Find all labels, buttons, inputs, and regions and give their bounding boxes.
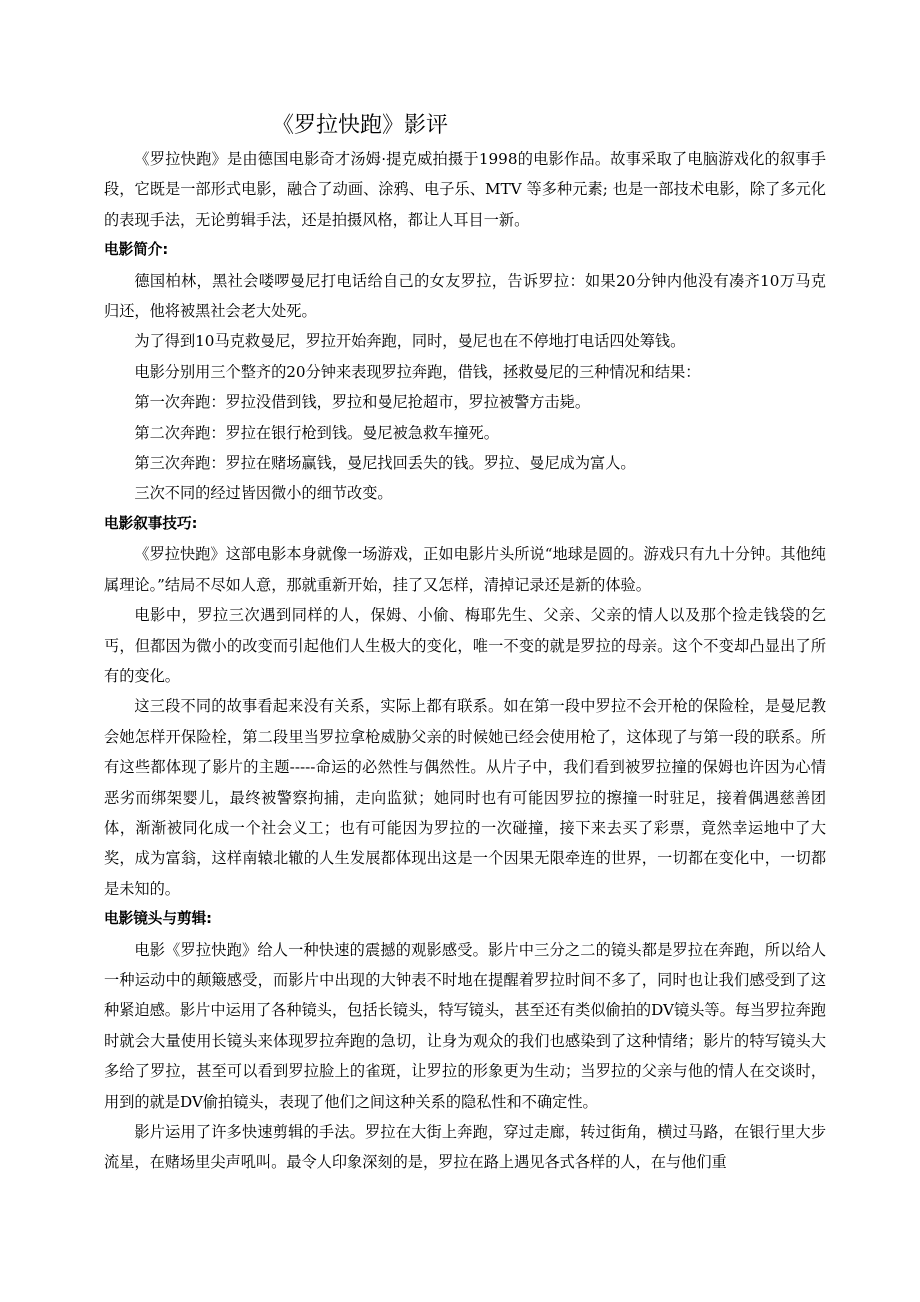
intro-paragraph: 《罗拉快跑》是由德国电影奇才汤姆·提克威拍摄于1998的电影作品。故事采取了电脑游戏化的叙事手段，它既是一部形式电影，融合了动画、涂鸦、电子乐、MTV 等多种元素; 也是一部技术电影，除了多元化的表现手法，无论剪辑手法，还是拍摄风格，都让人耳目一新。: [104, 150, 826, 229]
paragraph: 为了得到10马克救曼尼，罗拉开始奔跑，同时，曼尼也在不停地打电话四处筹钱。: [134, 332, 686, 351]
paragraph: 《罗拉快跑》这部电影本身就像一场游戏，正如电影片头所说“地球是圆的。游戏只有九十分钟。其他纯属理论。”结局不尽如人意，那就重新开始，挂了又怎样，清掉记录还是新的体验。: [104, 545, 826, 594]
paragraph: 电影《罗拉快跑》给人一种快速的震撼的观影感受。影片中三分之二的镜头都是罗拉在奔跑，所以给人一种运动中的颠簸感受，而影片中出现的大钟表不时地在提醒着罗拉时间不多了，同时也让我们感受到了这种紧迫感。影片中运用了各种镜头，包括长镜头，特写镜头，甚至还有类似偷拍的DV镜头等。每当罗拉奔跑时就会大量使用长镜头来体现罗拉奔跑的急切，让身为观众的我们也感染到了这种情绪；影片的特写镜头大多给了罗拉，甚至可以看到罗拉脸上的雀斑，让罗拉的形象更为生动；当罗拉的父亲与他的情人在交谈时，用到的就是DV偷拍镜头，表现了他们之间这种关系的隐私性和不确定性。: [104, 940, 826, 1111]
paragraph: 三次不同的经过皆因微小的细节改变。: [134, 484, 393, 503]
paragraph: 第三次奔跑：罗拉在赌场赢钱，曼尼找回丢失的钱。罗拉、曼尼成为富人。: [134, 454, 636, 473]
paragraph: 电影中，罗拉三次遇到同样的人，保姆、小偷、梅耶先生、父亲、父亲的情人以及那个捡走钱袋的乞丐，但都因为微小的改变而引起他们人生极大的变化，唯一不变的就是罗拉的母亲。这个不变却凸显出了所有的变化。: [104, 606, 826, 685]
section-camera-and-editing: [104, 904, 826, 1178]
paragraph: 这三段不同的故事看起来没有关系，实际上都有联系。如在第一段中罗拉不会开枪的保险栓，是曼尼教会她怎样开保险栓，第二段里当罗拉拿枪威胁父亲的时候她已经会使用枪了，这体现了与第一段的联系。所有这些都体现了影片的主题-----命运的必然性与偶然性。从片子中，我们看到被罗拉撞的保姆也许因为心情恶劣而绑架婴儿，最终被警察拘捕，走向监狱；她同时也有可能因罗拉的擦撞一时驻足，接着偶遇慈善团体，渐渐被同化成一个社会义工；也有可能因为罗拉的一次碰撞，接下来去买了彩票，竟然幸运地中了大奖，成为富翁，这样南辕北辙的人生发展都体现出这是一个因果无限牵连的世界，一切都在变化中，一切都是未知的。: [104, 697, 826, 898]
document-page: [104, 104, 826, 1178]
paragraph: 影片运用了许多快速剪辑的手法。罗拉在大街上奔跑，穿过走廊，转过街角，横过马路，在银行里大步流星，在赌场里尖声吼叫。最令人印象深刻的是，罗拉在路上遇见各式各样的人，在与他们重: [104, 1123, 826, 1172]
section-narrative-technique: [104, 509, 826, 904]
section-synopsis: [104, 235, 826, 509]
section-heading: 电影镜头与剪辑:: [104, 910, 212, 928]
paragraph: 电影分别用三个整齐的20分钟来表现罗拉奔跑，借钱，拯救曼尼的三种情况和结果：: [134, 362, 701, 381]
section-heading: 电影叙事技巧:: [104, 514, 198, 532]
paragraph: 第一次奔跑：罗拉没借到钱，罗拉和曼尼抢超市，罗拉被警方击毙。: [134, 393, 591, 412]
page-title: 《罗拉快跑》影评: [272, 113, 449, 138]
paragraph: 第二次奔跑：罗拉在银行枪到钱。曼尼被急救车撞死。: [134, 423, 499, 442]
section-heading: 电影简介:: [104, 241, 169, 259]
paragraph: 德国柏林，黑社会喽啰曼尼打电话给自己的女友罗拉，告诉罗拉：如果20分钟内他没有凑齐10万马克归还，他将被黑社会老大处死。: [104, 271, 826, 321]
